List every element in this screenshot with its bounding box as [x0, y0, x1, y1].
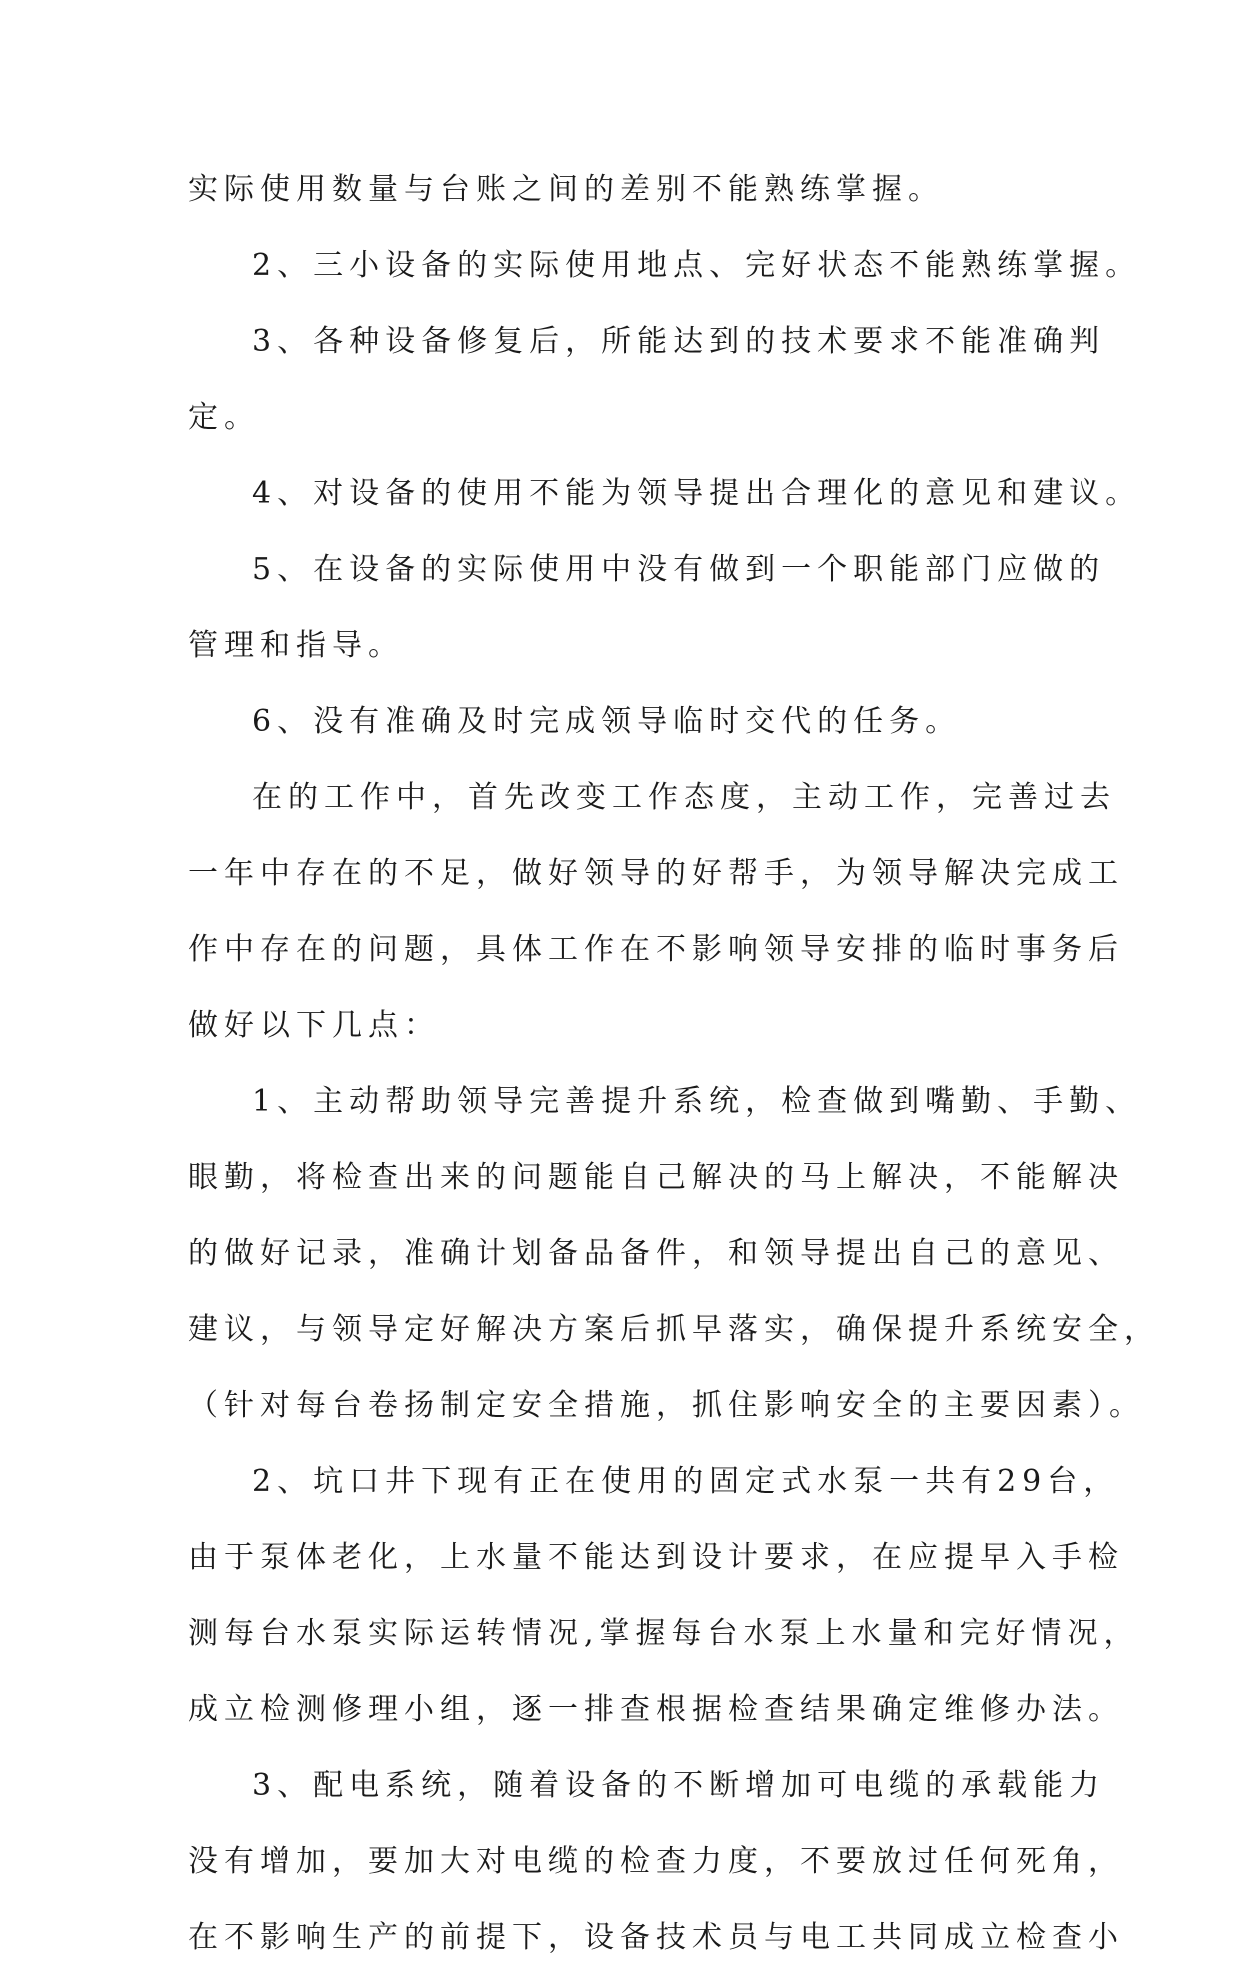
text-line: 做好以下几点： [188, 1008, 440, 1043]
text-line: 在的工作中，首先改变工作态度，主动工作，完善过去 [252, 780, 1116, 815]
text-line: 作中存在的问题，具体工作在不影响领导安排的临时事务后 [188, 932, 1124, 967]
text-line: 4、对设备的使用不能为领导提出合理化的意见和建议。 [252, 476, 1142, 511]
text-line: 1、主动帮助领导完善提升系统，检查做到嘴勤、手勤、 [252, 1084, 1142, 1119]
text-line: 6、没有准确及时完成领导临时交代的任务。 [252, 704, 962, 739]
text-line: 眼勤，将检查出来的问题能自己解决的马上解决，不能解决 [188, 1160, 1124, 1195]
text-line: 没有增加，要加大对电缆的检查力度，不要放过任何死角， [188, 1844, 1124, 1879]
text-line: 2、三小设备的实际使用地点、完好状态不能熟练掌握。 [252, 248, 1142, 283]
text-line: 建议，与领导定好解决方案后抓早落实，确保提升系统安全， [188, 1312, 1160, 1347]
text-line: 测每台水泵实际运转情况,掌握每台水泵上水量和完好情况， [188, 1616, 1140, 1651]
text-line: 3、配电系统，随着设备的不断增加可电缆的承载能力 [252, 1768, 1106, 1803]
text-line: 的做好记录，准确计划备品备件，和领导提出自己的意见、 [188, 1236, 1124, 1271]
text-line: 在不影响生产的前提下，设备技术员与电工共同成立检查小 [188, 1920, 1124, 1955]
text-line: 2、坑口井下现有正在使用的固定式水泵一共有29台， [252, 1464, 1120, 1499]
text-line: 由于泵体老化，上水量不能达到设计要求，在应提早入手检 [188, 1540, 1124, 1575]
text-line: 5、在设备的实际使用中没有做到一个职能部门应做的 [252, 552, 1106, 587]
text-line: 实际使用数量与台账之间的差别不能熟练掌握。 [188, 172, 944, 207]
text-line: 3、各种设备修复后，所能达到的技术要求不能准确判 [252, 324, 1106, 359]
text-line: 定。 [188, 400, 260, 435]
text-line: （针对每台卷扬制定安全措施，抓住影响安全的主要因素）。 [188, 1388, 1145, 1423]
text-line: 成立检测修理小组，逐一排查根据检查结果确定维修办法。 [188, 1692, 1124, 1727]
document-body [188, 152, 1160, 1976]
text-line: 一年中存在的不足，做好领导的好帮手，为领导解决完成工 [188, 856, 1124, 891]
text-line: 管理和指导。 [188, 628, 404, 663]
